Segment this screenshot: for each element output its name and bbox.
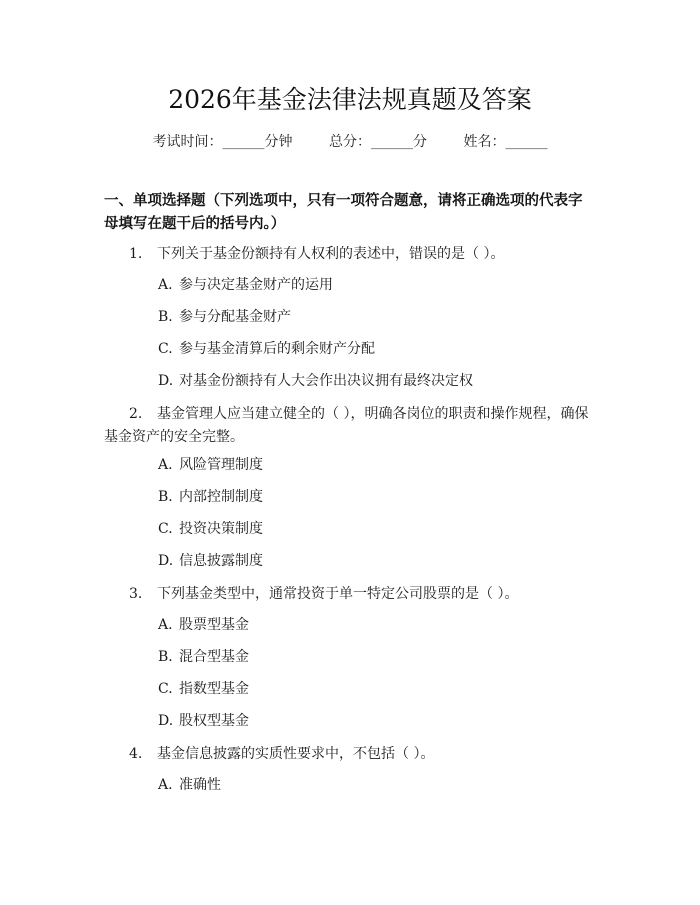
option-text: 指数型基金: [179, 681, 249, 697]
question-2-option-d: [158, 551, 263, 571]
option-letter: C.: [158, 341, 173, 357]
question-3-option-d: [158, 711, 249, 731]
option-text: 混合型基金: [179, 649, 249, 665]
section-heading: 一、单项选择题（下列选项中，只有一项符合题意，请将正确选项的代表字母填写在题干后的括号内。）: [104, 193, 583, 232]
question-number: 4.: [129, 746, 143, 762]
option-letter: D.: [158, 553, 174, 569]
question-number: 1.: [129, 246, 143, 262]
option-text: 信息披露制度: [179, 553, 263, 569]
question-3-stem: [104, 583, 596, 606]
question-1-option-b: [158, 307, 291, 327]
question-text: 基金管理人应当建立健全的（ ），明确各岗位的职责和操作规程，确保基金资产的安全完整。: [104, 406, 589, 445]
option-letter: C.: [158, 521, 173, 537]
exam-meta: [0, 133, 700, 151]
question-3-option-c: [158, 679, 249, 699]
option-letter: B.: [158, 309, 173, 325]
question-1-option-c: [158, 339, 375, 359]
option-text: 参与分配基金财产: [179, 309, 291, 325]
question-4-stem: [104, 743, 596, 766]
question-4-option-a: [158, 775, 221, 795]
question-text: 下列关于基金份额持有人权利的表述中，错误的是（ ）。: [157, 246, 505, 262]
option-letter: A.: [158, 617, 173, 633]
question-1-stem: [104, 243, 596, 266]
option-text: 股权型基金: [179, 713, 249, 729]
question-2-option-b: [158, 487, 263, 507]
question-2-option-a: [158, 455, 263, 475]
name-field: 姓名：______: [463, 134, 548, 150]
option-letter: D.: [158, 373, 174, 389]
question-number: 2.: [129, 406, 143, 422]
question-2-stem: [104, 403, 596, 449]
option-letter: A.: [158, 777, 173, 793]
question-number: 3.: [129, 586, 143, 602]
exam-time-field: 考试时间：______分钟: [152, 134, 293, 150]
question-text: 下列基金类型中，通常投资于单一特定公司股票的是（ ）。: [157, 586, 519, 602]
option-text: 股票型基金: [179, 617, 249, 633]
option-text: 投资决策制度: [179, 521, 263, 537]
option-letter: C.: [158, 681, 173, 697]
question-1-option-a: [158, 275, 333, 295]
option-text: 准确性: [179, 777, 221, 793]
option-text: 参与基金清算后的剩余财产分配: [179, 341, 375, 357]
option-text: 对基金份额持有人大会作出决议拥有最终决定权: [179, 373, 473, 389]
question-3-option-b: [158, 647, 249, 667]
question-1-option-d: [158, 371, 473, 391]
option-text: 参与决定基金财产的运用: [179, 277, 333, 293]
page-title: 2026年基金法律法规真题及答案: [168, 85, 532, 114]
option-letter: B.: [158, 489, 173, 505]
option-letter: A.: [158, 457, 173, 473]
question-text: 基金信息披露的实质性要求中，不包括（ ）。: [157, 746, 435, 762]
option-letter: D.: [158, 713, 174, 729]
option-letter: B.: [158, 649, 173, 665]
question-2-option-c: [158, 519, 263, 539]
question-3-option-a: [158, 615, 249, 635]
option-letter: A.: [158, 277, 173, 293]
option-text: 风险管理制度: [179, 457, 263, 473]
option-text: 内部控制制度: [179, 489, 263, 505]
total-score-field: 总分：______分: [329, 134, 427, 150]
